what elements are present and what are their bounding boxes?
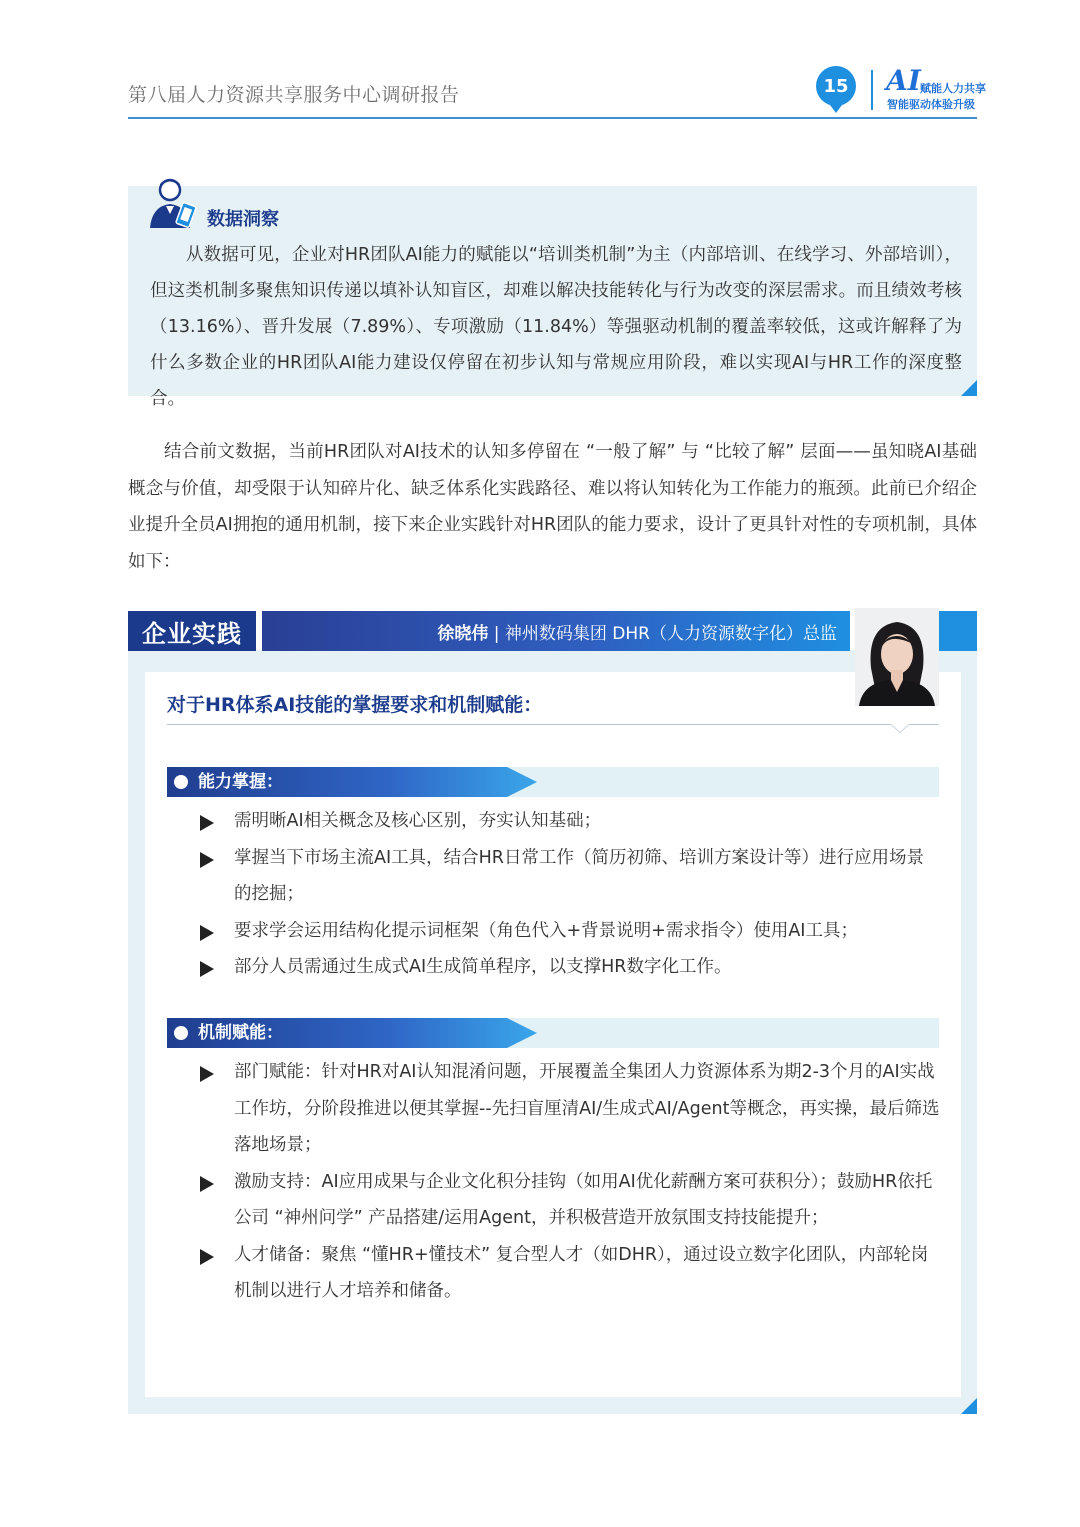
divider-notch-inner	[891, 724, 909, 732]
play-triangle-icon	[200, 1066, 214, 1082]
ability-list	[200, 803, 940, 986]
section-label-ability: 能力掌握：	[198, 772, 283, 792]
play-triangle-icon	[200, 1249, 214, 1265]
list-item: 要求学会运用结构化提示词框架（角色代入+背景说明+需求指令）使用AI工具；	[200, 913, 940, 950]
brand-slogan-line2: 智能驱动体验升级	[887, 98, 975, 111]
play-triangle-icon	[200, 925, 214, 941]
practice-corner-accent	[961, 1398, 977, 1414]
speaker-name: 徐晓伟	[437, 623, 489, 644]
list-item: 部分人员需通过生成式AI生成简单程序，以支撑HR数字化工作。	[200, 949, 940, 986]
panel-corner-accent	[961, 380, 977, 396]
speaker-title: | 神州数码集团 DHR（人力资源数字化）总监	[493, 623, 837, 644]
header-divider	[128, 117, 977, 119]
practice-tag: 企业实践	[128, 611, 256, 651]
brand-logo-ai: AI	[886, 64, 921, 97]
play-triangle-icon	[200, 815, 214, 831]
play-triangle-icon	[200, 1176, 214, 1192]
subtitle-divider	[167, 724, 939, 725]
practice-speaker	[262, 611, 837, 651]
analyst-person-icon	[146, 176, 202, 230]
list-item: 激励支持：AI应用成果与企业文化积分挂钩（如用AI优化薪酬方案可获积分）；鼓励HR依托公司 “神州问学” 产品搭建/运用Agent，并积极营造开放氛围支持技能提升；	[200, 1164, 940, 1237]
brand-slogan-line1: 赋能人力共享	[920, 82, 986, 95]
insight-title: 数据洞察	[207, 209, 279, 230]
list-item: 掌握当下市场主流AI工具，结合HR日常工作（简历初筛、培训方案设计等）进行应用场景的挖掘；	[200, 840, 940, 913]
list-item: 需明晰AI相关概念及核心区别，夯实认知基础；	[200, 803, 940, 840]
insight-text: 从数据可见，企业对HR团队AI能力的赋能以“培训类机制”为主（内部培训、在线学习、外部培训），但这类机制多聚焦知识传递以填补认知盲区，却难以解决技能转化与行为改变的深层需求。而且绩效考核（13.16%）、晋升发展（7.89%）、专项激励（11.84%）等强驱动机制的覆盖率较低，这或许解释了为什么多数企业的HR团队AI能力建设仅停留在初步认知与常规应用阶段，难以实现AI与HR工作的深度整合。	[150, 245, 962, 409]
section-bullet-dot	[174, 775, 188, 789]
mechanism-list	[200, 1054, 940, 1310]
header-separator	[871, 70, 873, 110]
page-number-badge	[816, 66, 856, 106]
practice-subtitle: 对于HR体系AI技能的掌握要求和机制赋能：	[167, 694, 543, 716]
speaker-photo	[855, 608, 939, 706]
play-triangle-icon	[200, 852, 214, 868]
section-label-mechanism: 机制赋能：	[198, 1023, 283, 1043]
list-item: 部门赋能：针对HR对AI认知混淆问题，开展覆盖全集团人力资源体系为期2-3个月的AI实战工作坊，分阶段推进以便其掌握--先扫盲厘清AI/生成式AI/Agent等概念，再实操，最后筛选落地场景；	[200, 1054, 940, 1164]
play-triangle-icon	[200, 961, 214, 977]
report-title: 第八届人力资源共享服务中心调研报告	[128, 84, 460, 106]
list-item: 人才储备：聚焦 “懂HR+懂技术” 复合型人才（如DHR），通过设立数字化团队，内部轮岗机制以进行人才培养和储备。	[200, 1237, 940, 1310]
body-paragraph: 结合前文数据，当前HR团队对AI技术的认知多停留在 “一般了解” 与 “比较了解” 层面——虽知晓AI基础概念与价值，却受限于认知碎片化、缺乏体系化实践路径、难以将认知转化为工作能力的瓶颈。此前已介绍企业提升全员AI拥抱的通用机制，接下来企业实践针对HR团队的能力要求，设计了更具针对性的专项机制，具体如下：	[128, 442, 977, 572]
practice-bar-side	[938, 611, 977, 651]
page-number: 15	[823, 75, 849, 97]
section-bullet-dot	[174, 1026, 188, 1040]
